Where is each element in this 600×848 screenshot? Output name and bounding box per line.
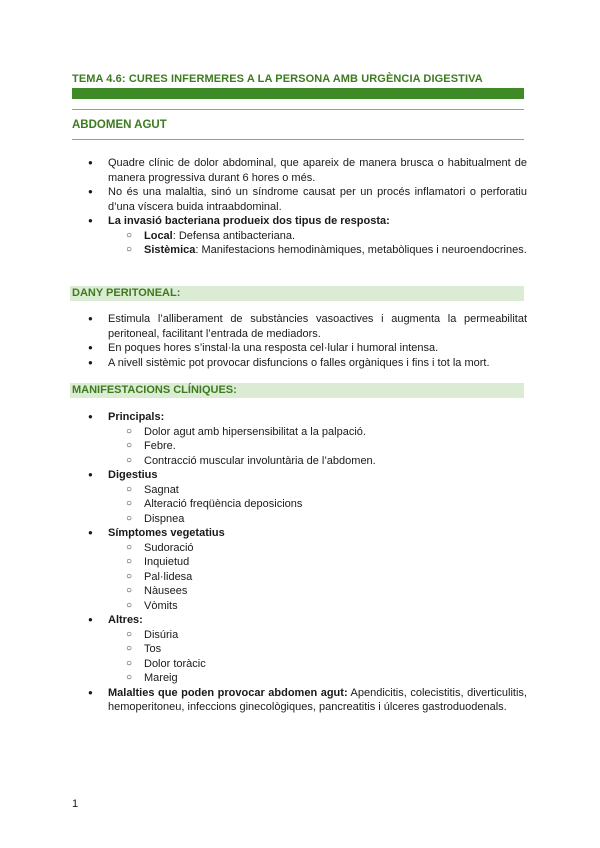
term-sistemica: Sistèmica xyxy=(144,244,196,256)
list-item: ● Estimula l’alliberament de substàncies vasoactives i augmenta la permeabilitat peritoneal, facilitant l’entrada de mediadors. xyxy=(72,312,527,341)
sublist-item: ○ Vòmits xyxy=(108,599,527,614)
list-item xyxy=(72,686,527,715)
term-local-desc: : Defensa antibacteriana. xyxy=(172,229,296,242)
manifestacions-list xyxy=(72,410,527,715)
sublist-item: ○ Inquietud xyxy=(108,555,527,570)
sublist-item xyxy=(108,243,527,258)
list-item: ● En poques hores s’instal·la una resposta cel·lular i humoral intensa. xyxy=(72,341,527,356)
sublist-item: ○ Dispnea xyxy=(108,512,527,527)
sublist-item: ○ Disúria xyxy=(108,628,527,643)
sublist-item xyxy=(108,229,527,244)
sublist-item: ○ Contracció muscular involuntària de l’abdomen. xyxy=(108,454,527,469)
list-item-bold-text: La invasió bacteriana produeix dos tipus de resposta: xyxy=(108,215,390,227)
section-heading-abdomen: ABDOMEN AGUT xyxy=(72,119,167,131)
dany-list xyxy=(72,312,527,370)
term-sistemica-desc: : Manifestacions hemodinàmiques, metabòliques i neuroendocrines. xyxy=(195,244,527,256)
document-title: TEMA 4.6: CURES INFERMERES A LA PERSONA AMB URGÈNCIA DIGESTIVA xyxy=(72,73,483,85)
group-label: Principals: xyxy=(108,411,165,423)
sublist-item: ○ Tos xyxy=(108,642,527,657)
divider-top xyxy=(72,109,524,110)
list-item: ● No és una malaltia, sinó un síndrome causat per un procés inflamatori o perforatiu d’una víscera buida intraabdominal. xyxy=(72,185,527,214)
sublist-item: ○ Dolor toràcic xyxy=(108,657,527,672)
list-item xyxy=(72,214,527,258)
sublist-item: ○ Sudoració xyxy=(108,541,527,556)
sublist xyxy=(108,483,527,527)
group-label: Símptomes vegetatius xyxy=(108,527,225,539)
group-label: Digestius xyxy=(108,469,158,481)
list-item xyxy=(72,613,527,686)
abdomen-list xyxy=(72,156,527,258)
sublist-item: ○ Sagnat xyxy=(108,483,527,498)
list-item xyxy=(72,468,527,526)
group-label: Altres: xyxy=(108,614,143,626)
sublist-item: ○ Nàusees xyxy=(108,584,527,599)
sublist xyxy=(108,628,527,686)
sublist-item: ○ Mareig xyxy=(108,671,527,686)
term-local: Local xyxy=(144,229,173,242)
title-underline-bar xyxy=(72,88,524,99)
sublist xyxy=(108,425,527,469)
sublist-item: ○ Dolor agut amb hipersensibilitat a la palpació. xyxy=(108,425,527,440)
list-item xyxy=(72,410,527,468)
sublist xyxy=(108,541,527,614)
sublist-item: ○ Pal·lidesa xyxy=(108,570,527,585)
list-item: ● A nivell sistèmic pot provocar disfuncions o falles orgàniques i fins i tot la mort. xyxy=(72,356,527,371)
divider-section xyxy=(72,139,524,140)
malalties-text: Apendicitis, colecistitis, diverticulitis, hemoperitoneu, infeccions ginecològiques, pancreatitis i úlceres gastroduodenals. xyxy=(108,686,527,713)
list-item: ● Quadre clínic de dolor abdominal, que apareix de manera brusca o habitualment de manera progressiva durant 6 hores o més. xyxy=(72,156,527,185)
list-item xyxy=(72,526,527,613)
section-heading-manifestacions: MANIFESTACIONS CLÍNIQUES: xyxy=(70,383,524,398)
section-heading-dany: DANY PERITONEAL: xyxy=(70,286,524,301)
sublist-item: ○ Alteració freqüència deposicions xyxy=(108,497,527,512)
malalties-label: Malalties que poden provocar abdomen agut: xyxy=(108,686,348,699)
sublist-item: ○ Febre. xyxy=(108,439,527,454)
sublist xyxy=(108,229,527,258)
page-number: 1 xyxy=(72,798,79,810)
